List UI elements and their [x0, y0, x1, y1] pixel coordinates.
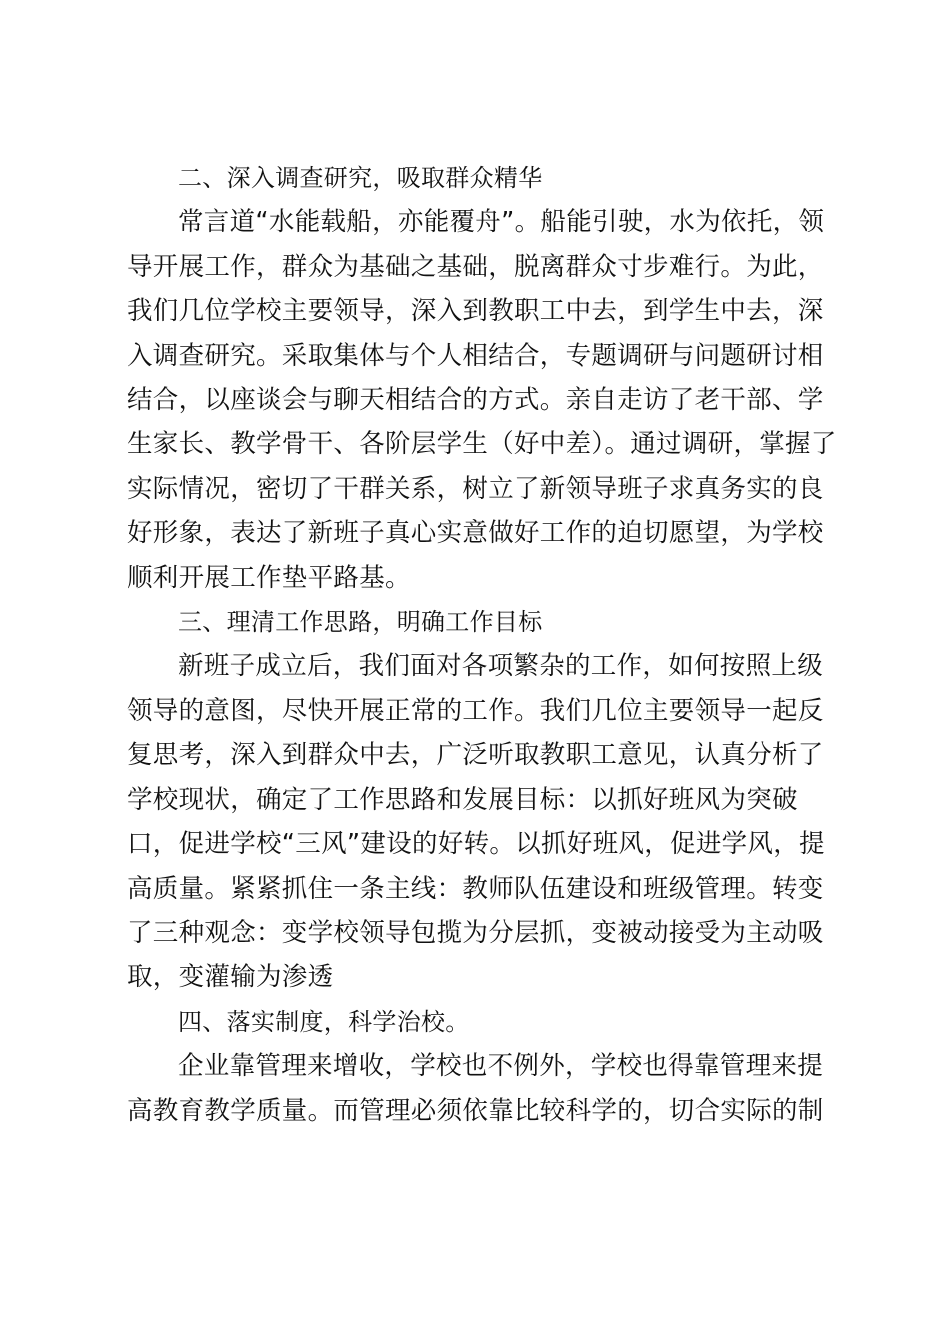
section-paragraph-3: 新班子成立后，我们面对各项繁杂的工作，如何按照上级领导的意图，尽快开展正常的工作。我们几位主要领导一起反复思考，深入到群众中去，广泛听取教职工意见，认真分析了学校现状，确定了工作思路和发展目标：以抓好班风为突破口，促进学校“三风”建设的好转。以抓好班风，促进学风，提高质量。紧紧抓住一条主线：教师队伍建设和班级管理。转变了三种观念：变学校领导包揽为分层抓，变被动接受为主动吸取，变灌输为渗透 — [127, 651, 825, 993]
section-paragraph-4: 企业靠管理来增收，学校也不例外，学校也得靠管理来提高教育教学质量。而管理必须依靠比较科学的，切合实际的制 — [127, 1051, 824, 1126]
section-heading-3: 三、理清工作思路，明确工作目标 — [178, 608, 543, 637]
section-heading-2: 二、深入调查研究，吸取群众精华 — [178, 164, 543, 192]
section-paragraph-2: 常言道“水能载船，亦能覆舟”。船能引驶，水为依托，领导开展工作，群众为基础之基础，脱离群众寸步难行。为此，我们几位学校主要领导，深入到教职工中去，到学生中去，深入调查研究。采取集体与个人相结合，专题调研与问题研讨相结合，以座谈会与聊天相结合的方式。亲自走访了老干部、学生家长、教学骨干、各阶层学生（好中差）。通过调研，掌握了实际情况，密切了干群关系，树立了新领导班子求真务实的良好形象，表达了新班子真心实意做好工作的迫切愿望，为学校顺利开展工作垫平路基。 — [127, 207, 837, 593]
section-heading-4: 四、落实制度，科学治校。 — [178, 1007, 470, 1036]
document-body — [127, 156, 841, 1133]
